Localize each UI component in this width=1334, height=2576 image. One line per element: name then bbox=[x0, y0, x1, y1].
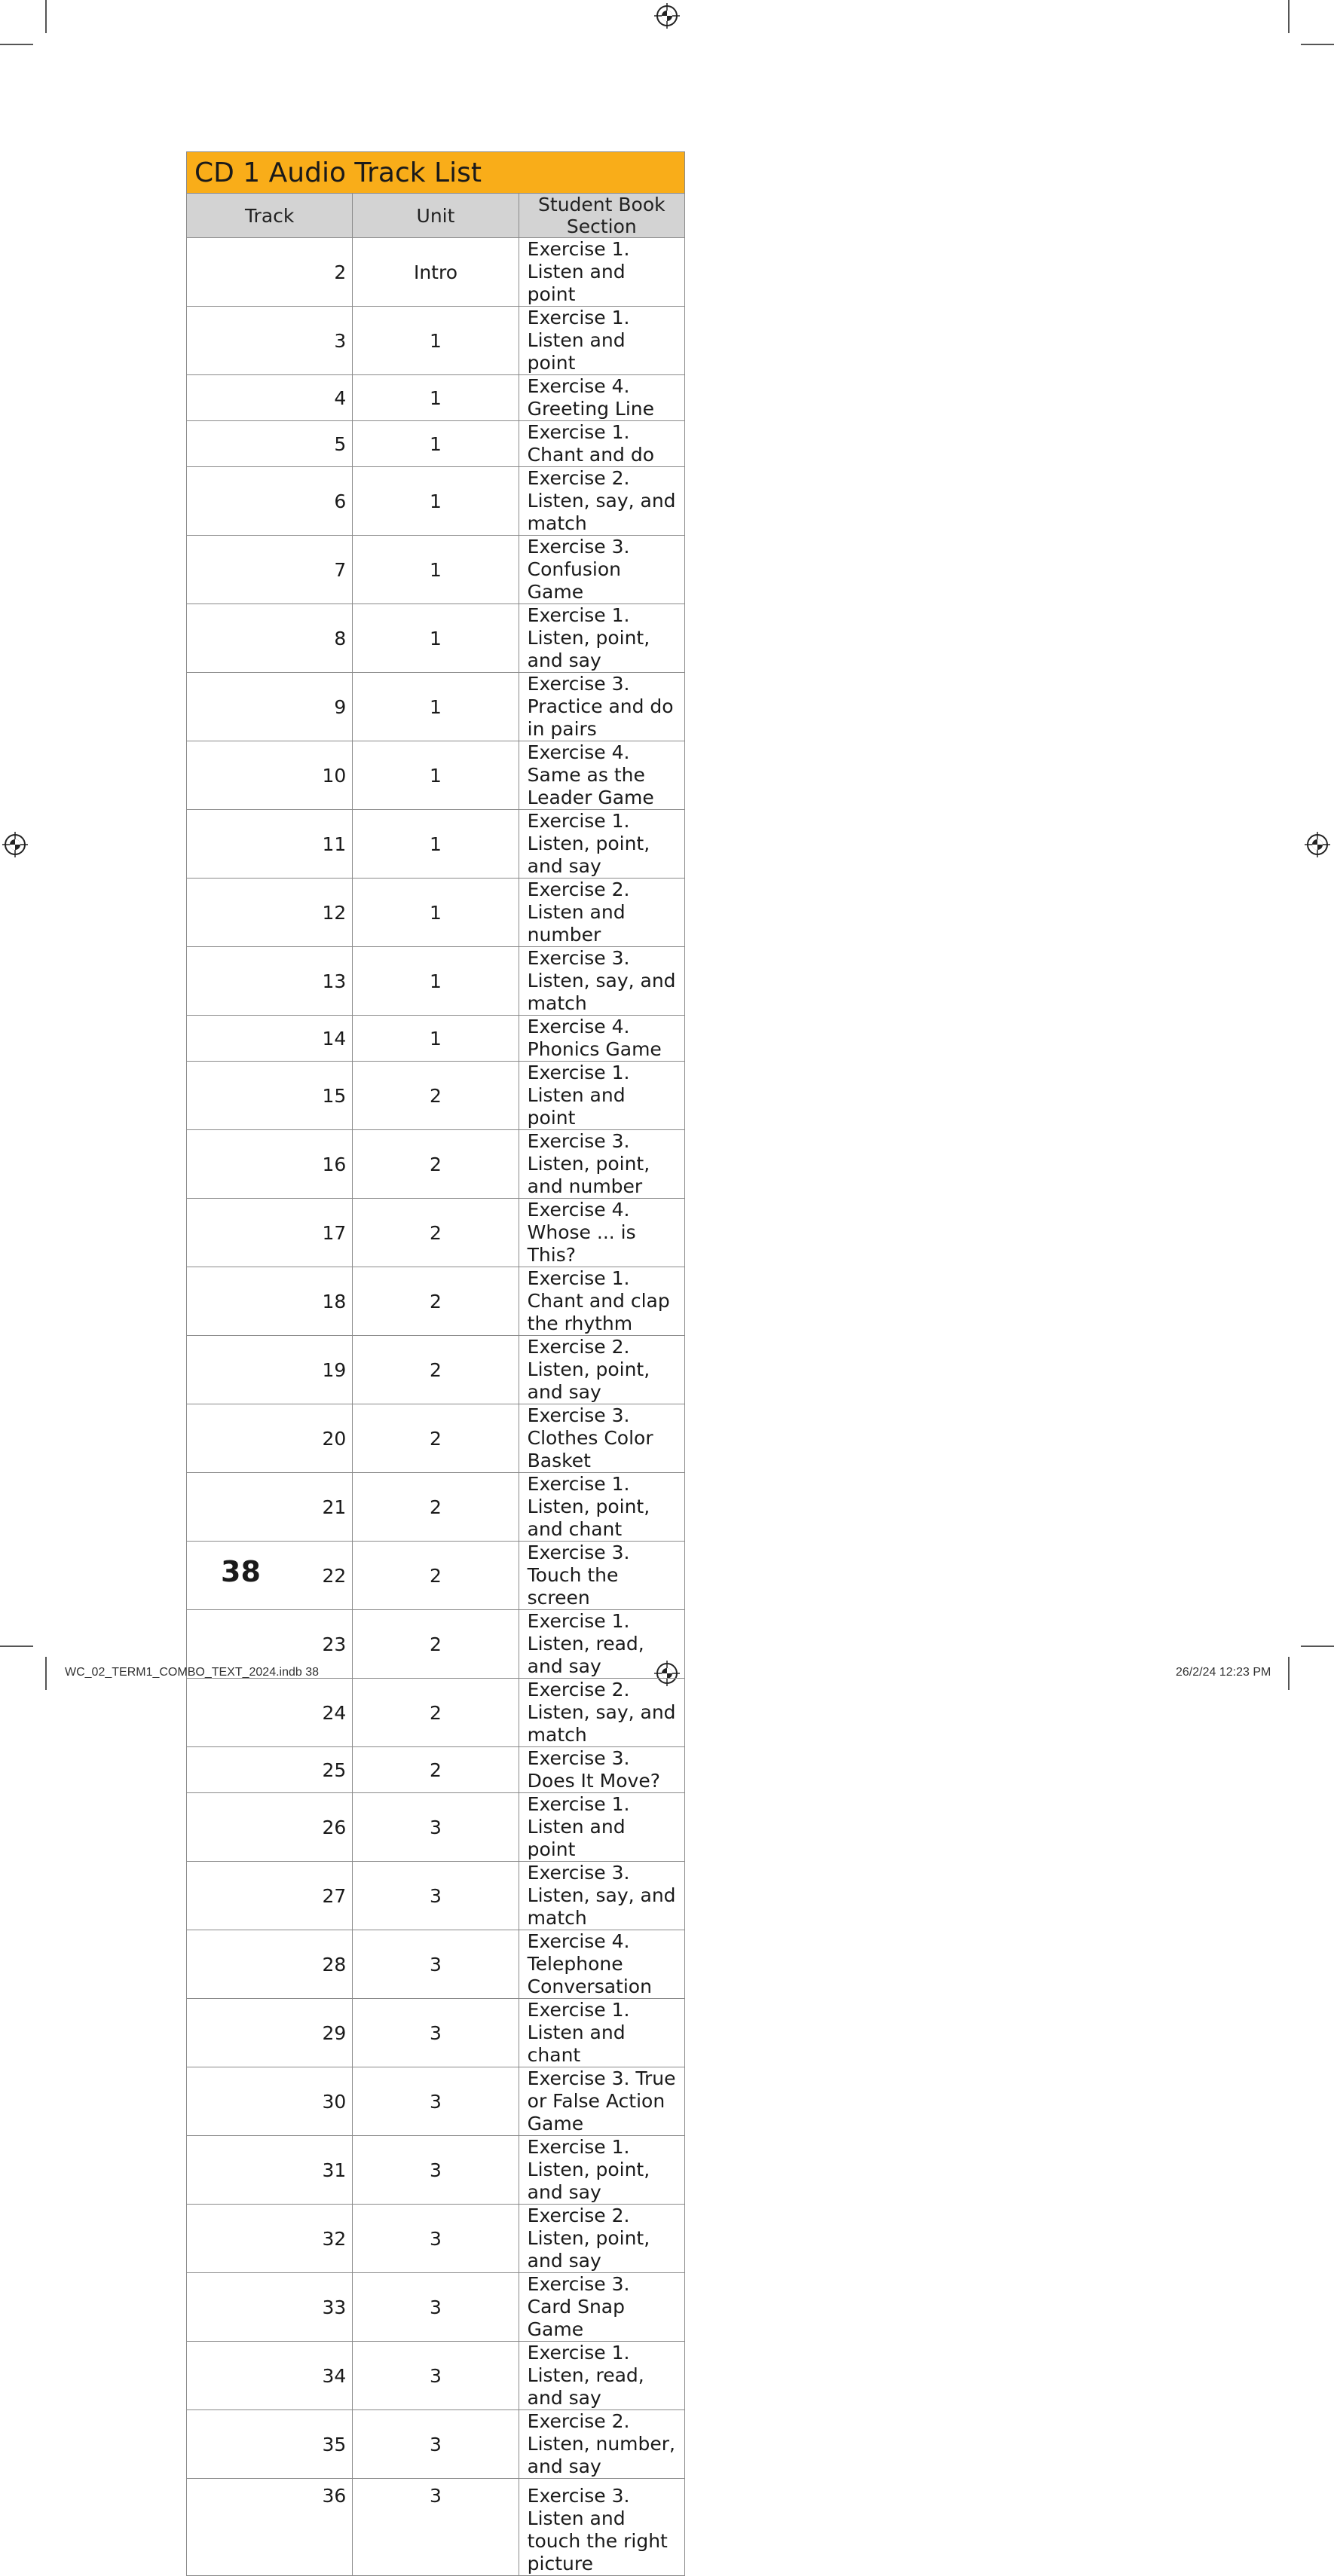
section-text: Exercise 4. Whose ... is This? bbox=[519, 1199, 684, 1267]
table-row bbox=[187, 673, 685, 741]
table-row bbox=[187, 1542, 685, 1610]
unit-value: 1 bbox=[353, 604, 519, 673]
crop-mark-bottom-right-horizontal bbox=[1301, 1646, 1334, 1647]
section-text: Exercise 3. Clothes Color Basket bbox=[519, 1404, 684, 1473]
header-section: Student Book Section bbox=[519, 194, 684, 238]
crop-mark-bottom-left-vertical bbox=[45, 1657, 47, 1690]
table-title-row bbox=[187, 152, 685, 194]
track-number: 27 bbox=[187, 1862, 353, 1930]
track-number: 22 bbox=[187, 1542, 353, 1610]
table-header-row bbox=[187, 194, 685, 238]
section-text: Exercise 2. Listen, point, and say bbox=[519, 1336, 684, 1404]
crop-mark-top-left-horizontal bbox=[0, 44, 33, 45]
track-number: 18 bbox=[187, 1267, 353, 1336]
track-number: 26 bbox=[187, 1793, 353, 1862]
table-row bbox=[187, 1862, 685, 1930]
section-text: Exercise 3. Listen and touch the right picture bbox=[519, 2479, 684, 2576]
table-row bbox=[187, 1793, 685, 1862]
header-track: Track bbox=[187, 194, 353, 238]
track-number: 8 bbox=[187, 604, 353, 673]
unit-value: 2 bbox=[353, 1199, 519, 1267]
table-row bbox=[187, 467, 685, 536]
table-row bbox=[187, 1062, 685, 1130]
track-number: 34 bbox=[187, 2342, 353, 2410]
table-row bbox=[187, 238, 685, 307]
section-text: Exercise 1. Listen, point, and say bbox=[519, 604, 684, 673]
table-title: CD 1 Audio Track List bbox=[187, 152, 685, 194]
unit-value: 2 bbox=[353, 1130, 519, 1199]
section-text: Exercise 2. Listen and number bbox=[519, 879, 684, 947]
section-text: Exercise 1. Listen and point bbox=[519, 1062, 684, 1130]
section-text: Exercise 1. Listen and chant bbox=[519, 1999, 684, 2067]
unit-value: 2 bbox=[353, 1062, 519, 1130]
table-row bbox=[187, 1267, 685, 1336]
track-number: 2 bbox=[187, 238, 353, 307]
table-row bbox=[187, 1199, 685, 1267]
crop-mark-top-left-vertical bbox=[45, 0, 47, 33]
track-number: 9 bbox=[187, 673, 353, 741]
crop-mark-top-right-vertical bbox=[1288, 0, 1290, 33]
section-text: Exercise 3. Does It Move? bbox=[519, 1747, 684, 1793]
unit-value: 3 bbox=[353, 1999, 519, 2067]
unit-value: Intro bbox=[353, 238, 519, 307]
table-row bbox=[187, 2273, 685, 2342]
unit-value: 2 bbox=[353, 1473, 519, 1542]
unit-value: 3 bbox=[353, 2067, 519, 2136]
track-number: 4 bbox=[187, 375, 353, 421]
unit-value: 1 bbox=[353, 810, 519, 879]
footer-file-info: WC_02_TERM1_COMBO_TEXT_2024.indb 38 bbox=[65, 1666, 320, 1679]
unit-value: 1 bbox=[353, 879, 519, 947]
page-number: 38 bbox=[221, 1555, 261, 1588]
footer-timestamp: 26/2/24 12:23 PM bbox=[1176, 1666, 1271, 1679]
registration-mark-right-icon bbox=[1305, 832, 1330, 857]
section-text: Exercise 1. Listen and point bbox=[519, 307, 684, 375]
unit-value: 2 bbox=[353, 1404, 519, 1473]
section-text: Exercise 1. Listen, point, and chant bbox=[519, 1473, 684, 1542]
table-row bbox=[187, 879, 685, 947]
table-row bbox=[187, 2342, 685, 2410]
crop-mark-top-right-horizontal bbox=[1301, 44, 1334, 45]
section-text: Exercise 2. Listen, point, and say bbox=[519, 2205, 684, 2273]
unit-value: 2 bbox=[353, 1267, 519, 1336]
section-text: Exercise 1. Listen, point, and say bbox=[519, 810, 684, 879]
section-text: Exercise 3. Listen, say, and match bbox=[519, 947, 684, 1016]
crop-mark-bottom-right-vertical bbox=[1288, 1657, 1290, 1690]
track-number: 3 bbox=[187, 307, 353, 375]
track-number: 10 bbox=[187, 741, 353, 810]
section-text: Exercise 3. Listen, point, and number bbox=[519, 1130, 684, 1199]
unit-value: 1 bbox=[353, 947, 519, 1016]
table-row bbox=[187, 1930, 685, 1999]
section-text: Exercise 4. Phonics Game bbox=[519, 1016, 684, 1062]
table-row bbox=[187, 2205, 685, 2273]
table-row bbox=[187, 1404, 685, 1473]
unit-value: 1 bbox=[353, 467, 519, 536]
section-text: Exercise 1. Listen, point, and say bbox=[519, 2136, 684, 2205]
table-row bbox=[187, 2410, 685, 2479]
section-text: Exercise 1. Listen and point bbox=[519, 1793, 684, 1862]
unit-value: 3 bbox=[353, 2273, 519, 2342]
section-text: Exercise 1. Chant and clap the rhythm bbox=[519, 1267, 684, 1336]
table-row bbox=[187, 2067, 685, 2136]
unit-value: 2 bbox=[353, 1679, 519, 1747]
section-text: Exercise 1. Chant and do bbox=[519, 421, 684, 467]
track-number: 31 bbox=[187, 2136, 353, 2205]
table-body bbox=[187, 238, 685, 2576]
track-number: 15 bbox=[187, 1062, 353, 1130]
track-number: 33 bbox=[187, 2273, 353, 2342]
unit-value: 1 bbox=[353, 421, 519, 467]
audio-track-table bbox=[186, 151, 685, 2576]
crop-mark-bottom-left-horizontal bbox=[0, 1646, 33, 1647]
unit-value: 3 bbox=[353, 1930, 519, 1999]
track-number: 14 bbox=[187, 1016, 353, 1062]
unit-value: 2 bbox=[353, 1610, 519, 1679]
track-number: 20 bbox=[187, 1404, 353, 1473]
section-text: Exercise 3. Practice and do in pairs bbox=[519, 673, 684, 741]
unit-value: 1 bbox=[353, 375, 519, 421]
table-row bbox=[187, 375, 685, 421]
section-text: Exercise 1. Listen, read, and say bbox=[519, 1610, 684, 1679]
unit-value: 2 bbox=[353, 1336, 519, 1404]
section-text: Exercise 3. Card Snap Game bbox=[519, 2273, 684, 2342]
unit-value: 3 bbox=[353, 2136, 519, 2205]
track-number: 29 bbox=[187, 1999, 353, 2067]
track-number: 30 bbox=[187, 2067, 353, 2136]
track-number: 28 bbox=[187, 1930, 353, 1999]
track-number: 12 bbox=[187, 879, 353, 947]
header-unit: Unit bbox=[353, 194, 519, 238]
unit-value: 3 bbox=[353, 1862, 519, 1930]
table-row bbox=[187, 1679, 685, 1747]
section-text: Exercise 4. Telephone Conversation bbox=[519, 1930, 684, 1999]
track-number: 11 bbox=[187, 810, 353, 879]
section-text: Exercise 3. Listen, say, and match bbox=[519, 1862, 684, 1930]
track-number: 36 bbox=[187, 2479, 353, 2576]
section-text: Exercise 4. Same as the Leader Game bbox=[519, 741, 684, 810]
track-number: 13 bbox=[187, 947, 353, 1016]
unit-value: 1 bbox=[353, 307, 519, 375]
track-number: 24 bbox=[187, 1679, 353, 1747]
table-row bbox=[187, 741, 685, 810]
unit-value: 3 bbox=[353, 2410, 519, 2479]
track-number: 7 bbox=[187, 536, 353, 604]
unit-value: 3 bbox=[353, 2342, 519, 2410]
section-text: Exercise 3. True or False Action Game bbox=[519, 2067, 684, 2136]
registration-mark-left-icon bbox=[2, 832, 28, 857]
unit-value: 1 bbox=[353, 536, 519, 604]
table-row bbox=[187, 2479, 685, 2576]
track-number: 19 bbox=[187, 1336, 353, 1404]
table-row bbox=[187, 1336, 685, 1404]
track-number: 17 bbox=[187, 1199, 353, 1267]
unit-value: 3 bbox=[353, 2205, 519, 2273]
unit-value: 1 bbox=[353, 673, 519, 741]
track-number: 16 bbox=[187, 1130, 353, 1199]
unit-value: 2 bbox=[353, 1747, 519, 1793]
section-text: Exercise 1. Listen and point bbox=[519, 238, 684, 307]
table-row bbox=[187, 536, 685, 604]
track-number: 32 bbox=[187, 2205, 353, 2273]
track-number: 35 bbox=[187, 2410, 353, 2479]
table-row bbox=[187, 2136, 685, 2205]
table-row bbox=[187, 1130, 685, 1199]
unit-value: 1 bbox=[353, 741, 519, 810]
unit-value: 1 bbox=[353, 1016, 519, 1062]
table-row bbox=[187, 947, 685, 1016]
table-row bbox=[187, 1747, 685, 1793]
registration-mark-top-icon bbox=[654, 3, 680, 29]
table-row bbox=[187, 604, 685, 673]
unit-value: 3 bbox=[353, 2479, 519, 2576]
table-row bbox=[187, 1016, 685, 1062]
table-row bbox=[187, 421, 685, 467]
section-text: Exercise 2. Listen, number, and say bbox=[519, 2410, 684, 2479]
section-text: Exercise 3. Touch the screen bbox=[519, 1542, 684, 1610]
table-row bbox=[187, 307, 685, 375]
section-text: Exercise 4. Greeting Line bbox=[519, 375, 684, 421]
unit-value: 2 bbox=[353, 1542, 519, 1610]
table-row bbox=[187, 1999, 685, 2067]
table-row bbox=[187, 810, 685, 879]
track-number: 25 bbox=[187, 1747, 353, 1793]
section-text: Exercise 3. Confusion Game bbox=[519, 536, 684, 604]
track-number: 6 bbox=[187, 467, 353, 536]
unit-value: 3 bbox=[353, 1793, 519, 1862]
track-number: 21 bbox=[187, 1473, 353, 1542]
section-text: Exercise 1. Listen, read, and say bbox=[519, 2342, 684, 2410]
track-number: 23 bbox=[187, 1610, 353, 1679]
track-number: 5 bbox=[187, 421, 353, 467]
section-text: Exercise 2. Listen, say, and match bbox=[519, 467, 684, 536]
section-text: Exercise 2. Listen, say, and match bbox=[519, 1679, 684, 1747]
table-row bbox=[187, 1473, 685, 1542]
